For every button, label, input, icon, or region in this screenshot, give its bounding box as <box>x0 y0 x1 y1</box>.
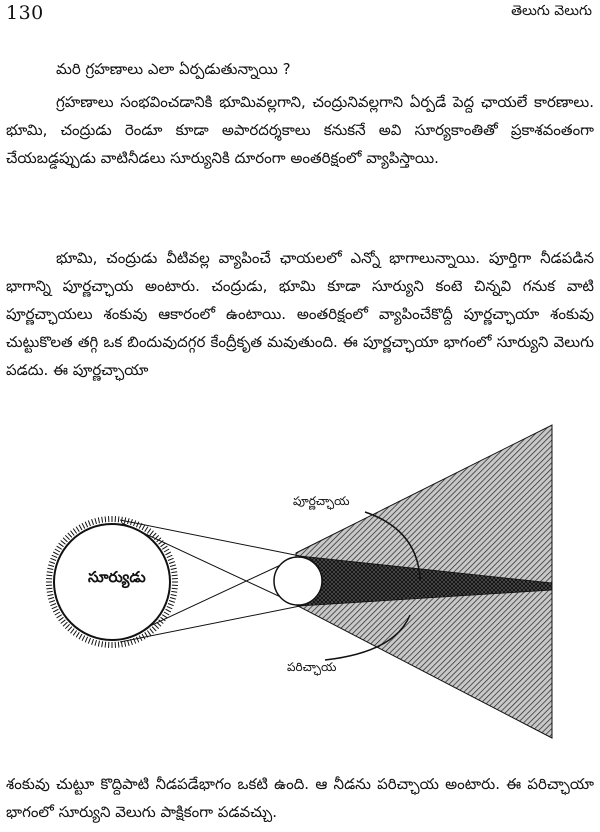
sun-ray <box>170 598 176 600</box>
sun-ray <box>162 546 167 549</box>
sun-ray <box>136 637 138 643</box>
paragraph-text: గ్రహణాలు సంభవించడానికి భూమివల్లగాని, చంద్రునివల్లగాని ఏర్పడే పెద్ద ఛాయలే కారణాలు. భూమి, చంద్రుడు రెండూ కూడా అపారదర్శకాలు కనుకనే అవి సూర్యకాంతితో ప్రకాశవంతంగా చేయబడ్డప్పుడు వాటినీడలు సూర్యునికి దూరంగా అంతరిక్షంలో వ్యాపిస్తాయి. <box>6 93 594 167</box>
sun-ray <box>63 538 67 542</box>
sun-ray <box>166 609 171 612</box>
sun-ray <box>171 595 177 596</box>
sun-ray <box>50 604 56 606</box>
sun-ray <box>79 634 82 639</box>
sun-ray <box>76 527 79 532</box>
umbra-label: పూర్ణచ్ఛాయ <box>293 494 350 508</box>
sun-ray <box>95 640 97 646</box>
sun-ray <box>85 522 87 528</box>
sun-ray <box>128 640 130 646</box>
sun-ray <box>164 549 169 552</box>
sun-ray <box>73 529 77 534</box>
sun-ray <box>172 588 178 589</box>
sun-ray <box>71 629 75 634</box>
sun-ray <box>47 568 53 569</box>
sun-ray <box>65 535 69 539</box>
sun-ray <box>49 601 55 603</box>
sun-ray <box>150 629 154 634</box>
sun-ray <box>118 642 119 648</box>
sun-ray <box>88 520 90 526</box>
section-question: మరి గ్రహణాలు ఎలా ఏర్పడుతున్నాయి ? <box>56 60 291 78</box>
sun-ray <box>52 555 58 557</box>
sun-ray <box>79 525 82 530</box>
sun-ray <box>121 641 122 647</box>
sun-ray <box>82 636 85 641</box>
sun-ray <box>46 575 52 576</box>
sun-ray <box>125 641 126 647</box>
paragraph-umbra <box>6 244 594 384</box>
sun-ray <box>82 523 85 528</box>
sun-ray <box>136 522 138 528</box>
sun-ray <box>68 627 72 631</box>
sun-ray <box>92 639 94 645</box>
page-header <box>0 0 600 30</box>
sun-ray <box>105 642 106 648</box>
sun-ray <box>172 575 178 576</box>
paragraph-text: శంకువు చుట్టూ కొద్దిపాటి నీడపడేభాగం ఒకటి ఉంది. ఆ నీడను పరిచ్ఛాయ అంటారు. ఈ పరిచ్ఛాయా భాగంలో సూర్యుని వెలుగు పాక్షికంగా పడవచ్చు. <box>6 775 594 821</box>
sun-ray <box>57 615 62 618</box>
sun-ray <box>118 516 119 522</box>
sun-ray <box>53 609 58 612</box>
sun-ray <box>98 641 99 647</box>
sun-ray <box>161 543 166 547</box>
sun-ray <box>71 531 75 536</box>
sun-ray <box>49 562 55 564</box>
sun-ray <box>95 518 97 524</box>
sun-ray <box>125 517 126 523</box>
sun-ray <box>162 615 167 618</box>
sun-ray <box>171 572 177 573</box>
sun-ray <box>170 565 176 567</box>
sun-ray <box>152 627 156 631</box>
sun-ray <box>145 527 148 532</box>
sun-ray <box>154 624 158 628</box>
sun-ray <box>76 632 79 637</box>
sun-ray <box>55 612 60 615</box>
sun-ray <box>168 604 174 606</box>
earth-circle <box>274 557 322 605</box>
sun-ray <box>88 638 90 644</box>
sun-ray <box>169 562 175 564</box>
sun-ray <box>105 516 106 522</box>
sun-ray <box>61 541 66 545</box>
sun-ray <box>121 517 122 523</box>
sun-ray <box>46 588 52 589</box>
sun-ray <box>147 529 151 534</box>
paragraph-penumbra <box>6 770 594 826</box>
sun-ray <box>147 631 151 636</box>
sun-ray <box>47 595 53 596</box>
sun-ray <box>152 533 156 537</box>
sun-ray <box>167 555 173 557</box>
page-number: 130 <box>6 2 44 24</box>
sun-ray <box>55 549 60 552</box>
sun-ray <box>47 591 53 592</box>
sun-ray <box>150 531 154 536</box>
sun-ray <box>168 558 174 560</box>
sun-ray <box>48 565 54 567</box>
sun-label: సూర్యుడు <box>88 568 146 586</box>
sun-ray <box>50 558 56 560</box>
sun-ray <box>142 525 145 530</box>
paragraph-eclipse-cause <box>6 88 594 172</box>
sun-ray <box>59 543 64 547</box>
sun-ray <box>61 620 66 624</box>
sun-ray <box>171 568 177 569</box>
sun-ray <box>164 612 169 615</box>
sun-ray <box>53 552 58 555</box>
sun-ray <box>73 631 77 636</box>
sun-ray <box>85 637 87 643</box>
sun-ray <box>171 591 177 592</box>
sun-ray <box>102 517 103 523</box>
sun-ray <box>63 622 67 626</box>
sun-ray <box>59 617 64 621</box>
sun-ray <box>98 517 99 523</box>
sun-ray <box>65 624 69 628</box>
sun-ray <box>52 606 58 608</box>
sun-ray <box>68 533 72 537</box>
penumbra-label: పరిచ్ఛాయ <box>287 660 337 674</box>
sun-ray <box>48 598 54 600</box>
sun-ray <box>167 606 173 608</box>
sun-ray <box>92 519 94 525</box>
sun-ray <box>157 622 161 626</box>
eclipse-shadow-diagram <box>0 420 600 740</box>
running-title: తెలుగు వెలుగు <box>511 3 592 19</box>
paragraph-text: భూమి, చంద్రుడు వీటివల్ల వ్యాపించే ఛాయలలో ఎన్నో భాగాలున్నాయి. పూర్తిగా నీడపడిన భాగాన్ని పూర్ణచ్ఛాయ అంటారు. చంద్రుడు, భూమి కూడా సూర్యుని కంటె చిన్నవి గనుక వాటి పూర్ణచ్ఛాయలు శంకువు ఆకారంలో ఉంటాయి. అంతరిక్షంలో వ్యాపించేకొద్దీ పూర్ణచ్ఛాయా శంకువు చుట్టుకొలత తగ్గి ఒక బిందువుదగ్గర కేంద్రీకృత మవుతుంది. ఈ పూర్ణచ్ఛాయా భాగంలో సూర్యుని వెలుగు పడదు. ఈ పూర్ణచ్ఛాయా <box>6 249 594 379</box>
sun-ray <box>102 641 103 647</box>
sun-ray <box>47 572 53 573</box>
sun-ray <box>166 552 171 555</box>
sun-ray <box>57 546 62 549</box>
sun-ray <box>169 601 175 603</box>
